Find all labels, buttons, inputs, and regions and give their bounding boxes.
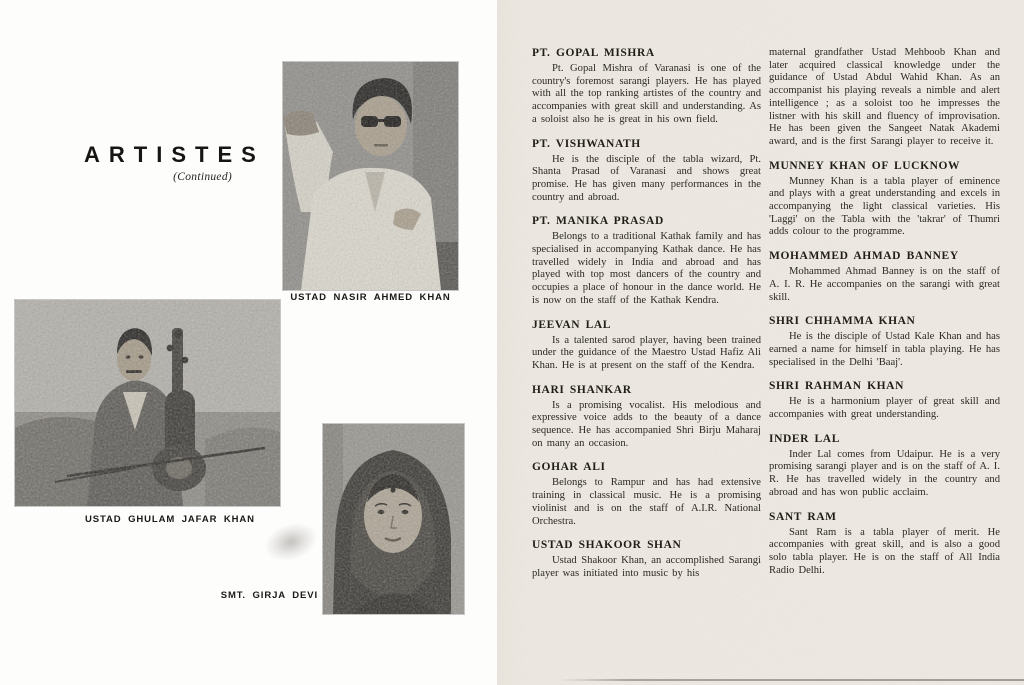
artist-entry-munney-khan — [769, 160, 1000, 240]
artist-heading: MOHAMMED AHMAD BANNEY — [769, 250, 959, 263]
artist-body: Inder Lal comes from Udaipur. He is a very promising sarangi player and is on the staff of A. I. R. He has travelled widely in the country and abroad and has won public acclaim. — [769, 448, 1000, 498]
artist-body-continuation: maternal grandfather Ustad Mehboob Khan and later acquired classical knowledge under the guidance of Ustad Abdul Wahid Khan. As an accompanist his playing reveals a nimble and alert intelligence ; as a soloist too he impresses the listner with his skill and fluency of improvisation. He has been given the Sangeet Natak Akademi award, and is the first Sarangi player to receive it. — [769, 47, 1000, 147]
page-subtitle: (Continued) — [173, 171, 232, 183]
page-title-block — [84, 142, 265, 183]
page-left — [0, 0, 497, 685]
photo-ghulam-jafar-khan-image — [15, 300, 280, 506]
artist-heading: SANT RAM — [769, 510, 837, 523]
artist-entry-hari-shankar — [532, 384, 761, 451]
artist-entry-manika-prasad — [532, 215, 761, 307]
artist-body: Is a promising vocalist. His melodious and expressive voice adds to the beauty of a dance sequence. He has accompanied Shri Birju Maharaj on many an occasion. — [532, 399, 761, 449]
artist-body: Is a talented sarod player, having been trained under the guidance of the Maestro Ustad Hafiz Ali Khan. He is at present on the staff of the Kendra. — [532, 334, 761, 371]
photo-nasir-ahmed-khan-image — [283, 62, 458, 290]
artist-entry-sant-ram — [769, 511, 1000, 578]
photo-nasir-ahmed-khan — [283, 62, 458, 290]
artist-body: Pt. Gopal Mishra of Varanasi is one of the country's foremost sarangi players. He has played with all the top ranking artistes of the country and accompanies with great skill and understanding. As a soloist also he is great in his own field. — [532, 63, 761, 125]
page-title: ARTISTES — [84, 142, 265, 167]
artist-body: Belongs to a traditional Kathak family and has specialised in accompanying Kathak dance. He has travelled widely in India and abroad and has played with top most dancers of the country and occupies a place of honour in the dance world. He is now on the staff of the Kathak Kendra. — [532, 231, 761, 306]
artist-entry-shakoor-khan-continued — [769, 47, 1000, 149]
artist-heading: PT. GOPAL MISHRA — [532, 47, 655, 59]
artist-heading: SHRI RAHMAN KHAN — [769, 380, 904, 393]
artist-heading: JEEVAN LAL — [532, 318, 612, 331]
artist-heading: USTAD SHAKOOR SHAN — [532, 539, 682, 552]
artist-heading: SHRI CHHAMMA KHAN — [769, 315, 916, 328]
photo-girja-devi-image — [323, 424, 464, 614]
artist-body: Belongs to Rampur and has had extensive training in classical music. He is a promising violinist and is on the staff of A.I.R. National Orchestra. — [532, 477, 761, 527]
artist-body: He is the disciple of the tabla wizard, Pt. Shanta Prasad of Varanasi and shows great promise. He has given many performances in the country and abroad. — [532, 153, 761, 203]
artist-body: Mohammed Ahmad Banney is on the staff of A. I. R. He accompanies on the sarangi with great skill. — [769, 266, 1000, 303]
artist-entry-gopal-mishra — [532, 47, 761, 127]
artist-heading: GOHAR ALI — [532, 461, 606, 474]
text-column-1 — [532, 47, 761, 581]
artist-body: Ustad Shakoor Khan, an accomplished Sarangi player was initiated into music by his — [532, 555, 761, 579]
scan-edge-line — [559, 679, 1024, 681]
artist-body: Munney Khan is a tabla player of eminence and plays with a great understanding and excels in accompanying the light classical varieties. His 'Laggi' on the Tabla with the 'takrar' of Thumri adds colour to the programme. — [769, 175, 1000, 238]
artist-body: Sant Ram is a tabla player of merit. He accompanies with great skill, and is also a good solo tabla player. He is on the staff of All India Radio Delhi. — [769, 526, 1000, 576]
photo-ghulam-jafar-khan — [15, 300, 280, 506]
photo-girja-devi — [323, 424, 464, 614]
artist-entry-chhamma-khan — [769, 315, 1000, 369]
artist-entry-jeevan-lal — [532, 319, 761, 373]
artist-entry-inder-lal — [769, 433, 1000, 500]
artist-heading: INDER LAL — [769, 432, 840, 445]
artist-entry-rahman-khan — [769, 380, 1000, 421]
artist-heading: MUNNEY KHAN OF LUCKNOW — [769, 159, 961, 172]
artist-body: He is the disciple of Ustad Kale Khan and has earned a name for himself in tabla playing. He has specialised in the Delhi 'Baaj'. — [769, 331, 1000, 368]
artist-heading: HARI SHANKAR — [532, 383, 632, 396]
artist-heading: PT. MANIKA PRASAD — [532, 215, 664, 228]
photo-caption-girja-devi: SMT. GIRJA DEVI — [220, 590, 318, 601]
photo-caption-ghulam-jafar-khan: USTAD GHULAM JAFAR KHAN — [85, 514, 255, 525]
artist-heading: PT. VISHWANATH — [532, 137, 641, 150]
artist-body: He is a harmonium player of great skill and accompanies with great understanding. — [769, 396, 1000, 421]
artist-entry-ahmad-banney — [769, 250, 1000, 304]
artist-entry-shakoor-khan — [532, 539, 761, 580]
photo-caption-nasir-ahmed-khan: USTAD NASIR AHMED KHAN — [290, 292, 451, 303]
artist-entry-gohar-ali — [532, 461, 761, 528]
page-right — [497, 0, 1024, 685]
artist-entry-vishwanath — [532, 138, 761, 205]
text-column-2 — [769, 47, 1000, 577]
